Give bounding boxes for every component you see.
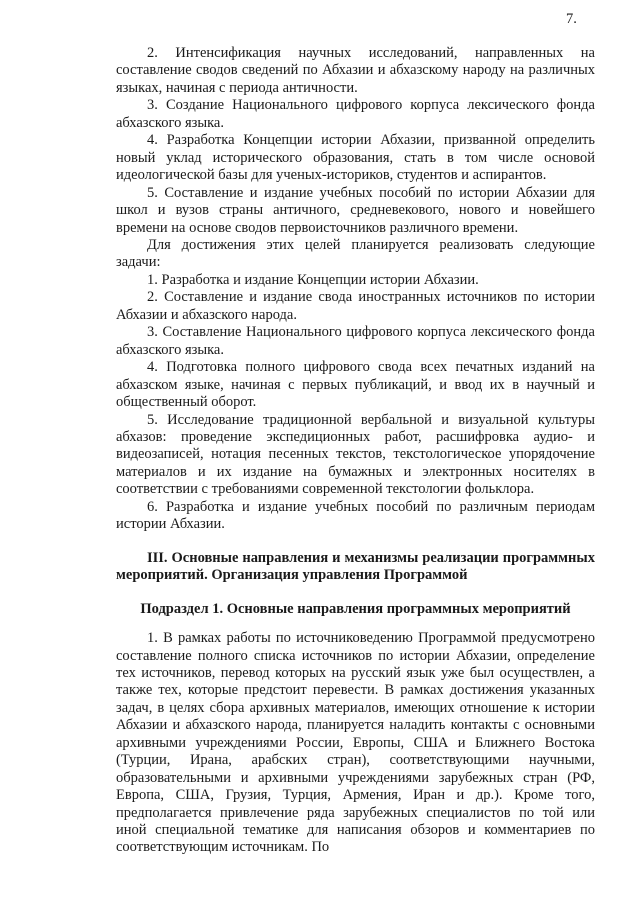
page-number: 7. (566, 11, 577, 27)
page-body (116, 45, 595, 857)
section-heading: III. Основные направления и механизмы реализации программных мероприятий. Организация управления Программой (116, 549, 595, 584)
paragraph: Для достижения этих целей планируется реализовать следующие задачи: (116, 236, 595, 271)
paragraph: 1. В рамках работы по источниковедению Программой предусмотрено составление полного списка источников по истории Абхазии, определение тех источников, перевод которых на русский язык уже был осуществлен, а также тех, которые предстоит перевести. В рамках достижения указанных задач, в целях сбора архивных материалов, имеющих отношение к истории Абхазии и абхазского народа, планируется наладить контакты с основными архивными учреждениями России, Европы, США и Ближнего Востока (Турции, Ирана, арабских стран), соответствующими научными, образовательными и архивными учреждениями зарубежных стран (РФ, Европа, США, Грузия, Турция, Армения, Иран и др.). Кроме того, предполагается привлечение ряда зарубежных специалистов по той или иной специальной тематике для написания обзоров и комментариев по соответствующим источникам. По (116, 630, 595, 856)
subsection-heading: Подраздел 1. Основные направления программных мероприятий (140, 600, 571, 617)
paragraph: 6. Разработка и издание учебных пособий по различным периодам истории Абхазии. (116, 498, 595, 533)
paragraph: 2. Интенсификация научных исследований, направленных на составление сводов сведений по Абхазии и абхазскому народу на различных языках, начиная с периода античности. (116, 45, 595, 96)
paragraph: 5. Составление и издание учебных пособий по истории Абхазии для школ и вузов страны античного, средневекового, нового и новейшего времени на основе сводов первоисточников различного времени. (116, 184, 595, 236)
paragraph: 3. Создание Национального цифрового корпуса лексического фонда абхазского языка. (116, 97, 595, 131)
paragraph: 4. Подготовка полного цифрового свода всех печатных изданий на абхазском языке, начиная с первых публикаций, и ввод их в научный и общественный оборот. (116, 359, 595, 411)
paragraph: 2. Составление и издание свода иностранных источников по истории Абхазии и абхазского народа. (116, 289, 595, 323)
paragraph: 5. Исследование традиционной вербальной и визуальной культуры абхазов: проведение экспедиционных работ, расшифровка аудио- и видеозаписей, нотация песенных текстов, текстологическое упорядочение материалов и их издание на бумажных и электронных носителях в соответствии с требованиями современной текстологии фольклора. (116, 411, 595, 498)
paragraph: 4. Разработка Концепции истории Абхазии, призванной определить новый уклад исторического образования, стать в том числе основой идеологической базы для ученых-историков, студентов и аспирантов. (116, 132, 595, 184)
paragraph: 3. Составление Национального цифрового корпуса лексического фонда абхазского языка. (116, 324, 595, 358)
paragraph: 1. Разработка и издание Концепции истории Абхазии. (147, 271, 479, 288)
